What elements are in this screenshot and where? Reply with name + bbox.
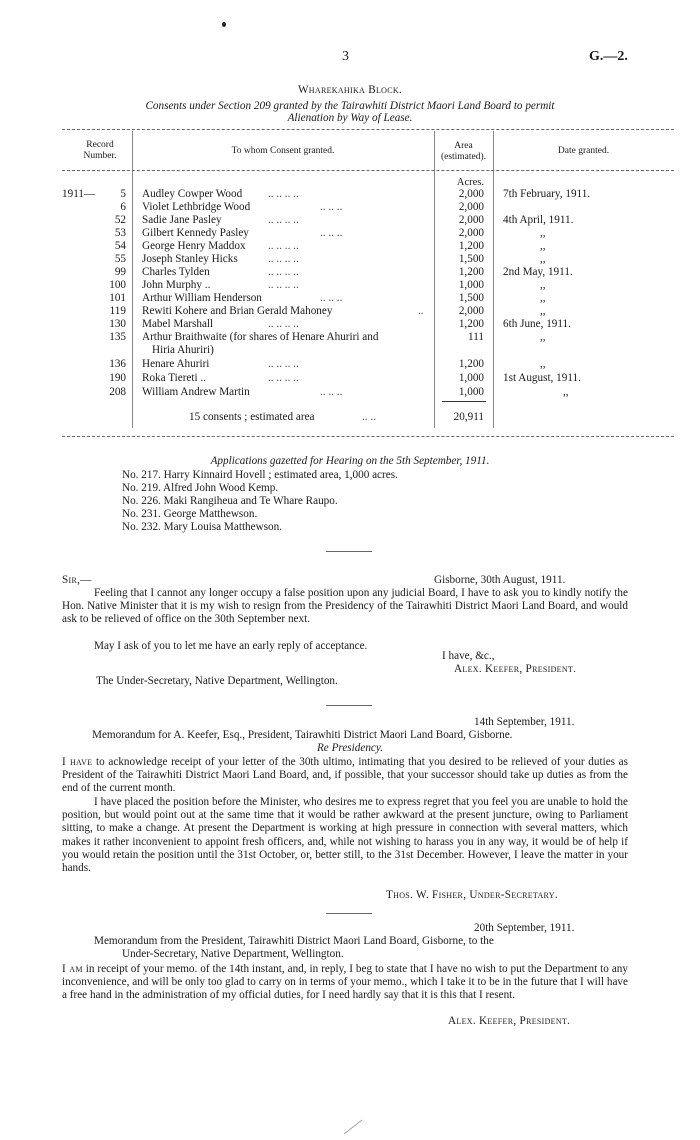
record-number: 101 bbox=[109, 292, 126, 304]
date-granted: ,, bbox=[540, 305, 546, 317]
memo-title: Memorandum for A. Keefer, Esq., President, Tairawhiti District Maori Land Board, Gisborne. bbox=[92, 729, 513, 741]
salutation: Sir,— bbox=[62, 574, 92, 586]
col-record-l1: Record bbox=[86, 140, 114, 150]
table-total-row bbox=[0, 411, 700, 424]
leader-dots: .. .. .. .. bbox=[268, 253, 299, 265]
record-number: 99 bbox=[114, 266, 126, 278]
area-value: 2,000 bbox=[458, 214, 484, 226]
memo-para-2: I have placed the position before the Minister, who desires me to express regret that you feel you are unable to hold the position, but would point out at the same time that it would be rather awkward at the present juncture, owing to Parliament sitting, to make a change. At present the Department is working at high pressure in connection with several matters, which makes it rather inconvenient to appoint fresh officers, and, while not wishing to harass you in any way, it would be of help if you would retain the position until the 31st October, or, better still, to the 31st December. However, I leave the matter in your hands. bbox=[62, 796, 628, 875]
memo-date: 14th September, 1911. bbox=[474, 716, 575, 728]
table-row bbox=[0, 318, 700, 331]
table-row bbox=[0, 227, 700, 240]
table-row bbox=[0, 240, 700, 253]
ink-speck bbox=[222, 22, 226, 27]
area-value: 1,000 bbox=[458, 386, 484, 398]
col-area-l1: Area bbox=[454, 141, 473, 151]
leader-dots: .. .. .. .. bbox=[268, 214, 299, 226]
date-granted: ,, bbox=[540, 279, 546, 291]
table-row bbox=[0, 386, 700, 399]
table-row bbox=[0, 188, 700, 201]
acres-label: Acres. bbox=[456, 177, 484, 188]
section-divider bbox=[326, 913, 372, 914]
col-whom: To whom Consent granted. bbox=[231, 146, 335, 156]
table-row bbox=[0, 253, 700, 266]
letter-addressee: The Under-Secretary, Native Department, Wellington. bbox=[96, 675, 338, 687]
total-label: 15 consents ; estimated area bbox=[189, 411, 315, 423]
record-number: 55 bbox=[114, 253, 126, 265]
leader-dots: .. .. .. bbox=[320, 386, 343, 398]
memo-para-1-text: to acknowledge receipt of your letter of the 30th ultimo, intimating that you desired to be relieved of your duties as President of the Tairawhiti District Maori Land Board, and, if possible, that your successor should take up duties as from the end of the current month. bbox=[62, 756, 628, 795]
application-item: No. 232. Mary Louisa Matthewson. bbox=[122, 521, 283, 533]
leader-dots: .. .. .. .. bbox=[268, 266, 299, 278]
pencil-mark bbox=[342, 1118, 366, 1136]
table-top-rule bbox=[62, 129, 674, 130]
record-number: 52 bbox=[114, 214, 126, 226]
grantee-name: Joseph Stanley Hicks bbox=[142, 253, 238, 265]
table-row bbox=[0, 266, 700, 279]
section-divider bbox=[326, 551, 372, 552]
leader-dots: .. .. .. bbox=[320, 227, 343, 239]
letter-place-date: Gisborne, 30th August, 1911. bbox=[434, 574, 566, 586]
record-number: 54 bbox=[114, 240, 126, 252]
letter-signature: Alex. Keefer, President. bbox=[454, 663, 577, 675]
grantee-name: Rewiti Kohere and Brian Gerald Mahoney bbox=[142, 305, 333, 317]
record-number: 53 bbox=[114, 227, 126, 239]
year-prefix: 1911— bbox=[62, 188, 96, 200]
total-value: 20,911 bbox=[453, 411, 484, 423]
grantee-name: Mabel Marshall bbox=[142, 318, 214, 330]
letter-body-2: May I ask of you to let me have an early reply of acceptance. bbox=[94, 640, 368, 652]
application-item: No. 217. Harry Kinnaird Hovell ; estimated area, 1,000 acres. bbox=[122, 469, 398, 481]
table-row bbox=[0, 214, 700, 227]
page-number: 3 bbox=[342, 49, 349, 64]
area-value: 1,500 bbox=[458, 292, 484, 304]
memo-para bbox=[62, 963, 628, 1003]
letter-body: Feeling that I cannot any longer occupy a false position upon any judicial Board, I have to ask you to kindly notify the Hon. Native Minister that it is my wish to resign from the Presidency of the Tairawhiti District Maori Land Board, and would ask to be relieved of office on the 30th September next. bbox=[62, 587, 628, 626]
date-granted: 2nd May, 1911. bbox=[503, 266, 573, 278]
grantee-name: William Andrew Martin bbox=[142, 386, 250, 398]
grantee-name: Audley Cowper Wood bbox=[142, 188, 243, 200]
table-row bbox=[0, 279, 700, 292]
leader-dots: .. bbox=[418, 305, 424, 317]
table-row bbox=[0, 344, 700, 357]
lead-words: I have bbox=[62, 756, 93, 768]
leader-dots: .. .. bbox=[362, 411, 376, 423]
table-row bbox=[0, 331, 700, 344]
date-granted: 4th April, 1911. bbox=[503, 214, 574, 226]
memo-title-line1: Memorandum from the President, Tairawhiti District Maori Land Board, Gisborne, to the bbox=[94, 935, 494, 947]
record-number: 135 bbox=[109, 331, 126, 343]
area-value: 1,200 bbox=[458, 358, 484, 370]
block-caption-line1: Consents under Section 209 granted by the Tairawhiti District Maori Land Board to permit bbox=[145, 100, 555, 112]
memo-date: 20th September, 1911. bbox=[474, 922, 575, 934]
date-granted: ,, bbox=[540, 253, 546, 265]
leader-dots: .. .. .. bbox=[320, 292, 343, 304]
lead-words: I am bbox=[62, 963, 83, 975]
grantee-name: Arthur Braithwaite (for shares of Henare Ahuriri and bbox=[142, 331, 379, 343]
report-code: G.—2. bbox=[589, 49, 628, 64]
record-number: 208 bbox=[109, 386, 126, 398]
table-row bbox=[0, 201, 700, 214]
memo-signature: Thos. W. Fisher, Under-Secretary. bbox=[386, 889, 558, 901]
table-bottom-rule bbox=[62, 436, 674, 437]
grantee-name: George Henry Maddox bbox=[142, 240, 246, 252]
table-row bbox=[0, 358, 700, 371]
grantee-name: Arthur William Henderson bbox=[142, 292, 262, 304]
area-value: 1,200 bbox=[458, 318, 484, 330]
col-record-l2: Number. bbox=[83, 151, 117, 161]
applications-heading: Applications gazetted for Hearing on the 5th September, 1911. bbox=[210, 455, 490, 467]
block-title: Wharekahika Block. bbox=[297, 84, 403, 96]
area-value: 1,200 bbox=[458, 266, 484, 278]
leader-dots: .. .. .. .. bbox=[268, 318, 299, 330]
grantee-name: Violet Lethbridge Wood bbox=[142, 201, 251, 213]
application-item: No. 231. George Matthewson. bbox=[122, 508, 258, 520]
table-header-rule bbox=[62, 170, 674, 171]
application-item: No. 219. Alfred John Wood Kemp. bbox=[122, 482, 279, 494]
record-number: 119 bbox=[109, 305, 126, 317]
table-row bbox=[0, 292, 700, 305]
grantee-name: Gilbert Kennedy Pasley bbox=[142, 227, 249, 239]
date-granted: ,, bbox=[540, 331, 546, 343]
leader-dots: .. .. .. .. bbox=[268, 358, 299, 370]
leader-dots: .. .. .. bbox=[320, 201, 343, 213]
leader-dots: .. .. .. .. bbox=[268, 240, 299, 252]
area-value: 1,200 bbox=[458, 240, 484, 252]
block-caption-line2: Alienation by Way of Lease. bbox=[287, 112, 413, 124]
memo-re: Re Presidency. bbox=[316, 742, 384, 754]
area-value: 2,000 bbox=[458, 227, 484, 239]
date-granted: 7th February, 1911. bbox=[503, 188, 591, 200]
letter-closing: I have, &c., bbox=[442, 650, 495, 662]
area-value: 1,500 bbox=[458, 253, 484, 265]
date-granted: 1st August, 1911. bbox=[503, 372, 581, 384]
memo-para-text: in receipt of your memo. of the 14th instant, and, in reply, I beg to state that I have no wish to put the Department to any inconvenience, and will be only too glad to carry on in terms of your memo., which I take it to be in the future that I will have a free hand in the administration of my official duties, for I need hardly say that it is this that I resent. bbox=[62, 963, 628, 1002]
col-date: Date granted. bbox=[557, 146, 610, 156]
record-number: 190 bbox=[109, 372, 126, 384]
area-value: 2,000 bbox=[458, 188, 484, 200]
col-area-l2: (estimated). bbox=[440, 152, 487, 162]
grantee-name: Roka Tiereti .. bbox=[142, 372, 207, 384]
grantee-name: John Murphy .. bbox=[142, 279, 211, 291]
leader-dots: .. .. .. .. bbox=[268, 188, 299, 200]
memo-para-1 bbox=[62, 756, 628, 796]
record-number: 6 bbox=[120, 201, 126, 213]
record-number: 136 bbox=[109, 358, 126, 370]
application-item: No. 226. Maki Rangiheua and Te Whare Raupo. bbox=[122, 495, 338, 507]
record-number: 100 bbox=[109, 279, 126, 291]
area-value: 111 bbox=[468, 331, 484, 343]
record-number: 130 bbox=[109, 318, 126, 330]
date-granted: ,, bbox=[540, 292, 546, 304]
area-value: 2,000 bbox=[458, 201, 484, 213]
date-granted: ,, bbox=[540, 227, 546, 239]
area-value: 2,000 bbox=[458, 305, 484, 317]
date-granted: ,, bbox=[540, 358, 546, 370]
grantee-name: Hiria Ahuriri) bbox=[152, 344, 214, 356]
date-granted: ,, bbox=[540, 240, 546, 252]
leader-dots: .. .. .. .. bbox=[268, 372, 299, 384]
date-granted: 6th June, 1911. bbox=[503, 318, 571, 330]
area-value: 1,000 bbox=[458, 372, 484, 384]
table-row bbox=[0, 305, 700, 318]
date-granted: ,, bbox=[563, 386, 569, 398]
total-rule bbox=[442, 401, 486, 402]
record-number: 5 bbox=[120, 188, 126, 200]
grantee-name: Sadie Jane Pasley bbox=[142, 214, 222, 226]
grantee-name: Henare Ahuriri bbox=[142, 358, 210, 370]
area-value: 1,000 bbox=[458, 279, 484, 291]
leader-dots: .. .. .. .. bbox=[268, 279, 299, 291]
section-divider bbox=[326, 705, 372, 706]
memo-title-line2: Under-Secretary, Native Department, Wellington. bbox=[122, 948, 344, 960]
memo-signature: Alex. Keefer, President. bbox=[448, 1015, 571, 1027]
grantee-name: Charles Tylden bbox=[142, 266, 210, 278]
table-row bbox=[0, 372, 700, 385]
